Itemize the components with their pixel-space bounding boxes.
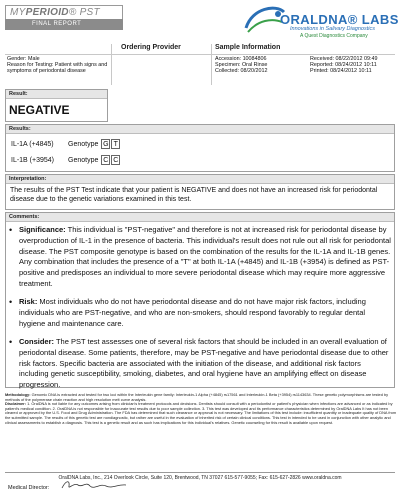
signature-icon bbox=[60, 478, 130, 492]
brand-title-perioid: PERIOID bbox=[25, 7, 69, 18]
patient-info bbox=[7, 56, 115, 75]
comments-section bbox=[5, 212, 395, 388]
comment-text: This individual is "PST-negative" and therefore is not at increased risk for periodontal disease by overproduction of IL-1 in the presence of bacteria. This individual's result does not rule out all risk for periodontal disease. The PST composite genotype is based on the combination of the results for the IL-1A and IL-1B genes. Any combination that includes the presence of a "T" at both IL-1A (+4845) and IL-1B (+3954) is defined as PST-positive and predisposes an individual to more severe periodontal disease which may require more aggressive treatment. bbox=[19, 225, 391, 288]
comment-lead: Consider: bbox=[19, 337, 55, 346]
provider-info bbox=[115, 44, 210, 56]
logo-name: ORALDNA® LABS bbox=[280, 12, 399, 27]
info-block bbox=[5, 44, 395, 85]
received-date: Received: 08/22/2012 09:49 bbox=[310, 56, 378, 62]
fine-print bbox=[5, 393, 397, 425]
genotype-label: Genotype bbox=[68, 141, 99, 148]
collected-date: Collected: 08/20/2012 bbox=[215, 68, 268, 75]
gene-row-il1b bbox=[11, 155, 120, 166]
disclaimer: Disclaimer: 1. OralDNA is not liable for any outcomes arising from clinician's treatment protocols and decisions. Dentists should consult with a periodontist or patient's physician when infections are advanced or as indicated by patient's medical condition. 2. OralDNA is not responsible for inaccurate test results due to poor sample collection. 3. This test was developed and its performance characteristics determined by OralDNA Labs It has not been cleared or approved by the U.S. Food and Drug Administration. The FDA has determined that such clearance or approval is not necessary. The limitations of this test include: insufficient quantity or inadequate quality of DNA from the submitted sample. The results of this genetic test are nondiagnostic, but rather are useful in the evaluation of inherited risk of certain clinical conditions. This test in intended to be used in conjunction with other analytic and clinical assessments to establish a diagnosis. This test is a genetic result and as such has implications for this individual's relatives. Genetic counseling for this result is available upon request. bbox=[5, 401, 397, 425]
comment-consider bbox=[9, 337, 391, 391]
logo-parent: A Quest Diagnostics Company bbox=[300, 33, 368, 39]
result-header: Result: bbox=[6, 90, 107, 99]
results-header: Results: bbox=[6, 125, 394, 134]
printed-date: Printed: 08/24/2012 10:11 bbox=[310, 68, 372, 75]
oraldna-logo bbox=[242, 2, 399, 42]
comment-lead: Significance: bbox=[19, 225, 66, 234]
gene-name: IL-1A (+4845) bbox=[11, 141, 54, 148]
comment-text: The PST test assesses one of several risk factors that should be included in an overall evaluation of periodontal disease. Some patients, therefore, may be PST-negative and have periodontal disease due to other risk factors. Specific bacteria are associated with the initiation of the disease, and additional risk factors including genetic susceptibility, smoking, diabetes, and oral hygiene have an amplifying effect on disease progression. bbox=[19, 337, 389, 390]
ordering-provider-header: Ordering Provider bbox=[121, 44, 181, 51]
sample-info-header: Sample Information bbox=[215, 44, 281, 51]
footer-divider bbox=[5, 472, 395, 473]
brand-title-pst: ® PST bbox=[68, 7, 100, 18]
bullet-icon: • bbox=[9, 225, 13, 235]
logo-tagline: Innovations in Salivary Diagnostics bbox=[290, 26, 375, 32]
interpretation-header: Interpretation: bbox=[6, 175, 394, 184]
methodology: Methodology: Genomic DNA is extracted and tested for two loci within the Interleukin gene family: Interleukin-1 Alpha (+4845) rs17561 and Interleukin-1 Beta (+3954) rs1143634. These genetic polymorphisms are tested by methods of the polymerase chain reaction and high resolution melt curve analysis. bbox=[5, 392, 389, 402]
bullet-icon: • bbox=[9, 297, 13, 307]
comment-text: Most individuals who do not have periodontal disease and do not have major risk factors, including individuals who are PST-negative, and who are non-smokers, should respond favorably to regular dental hygiene and maintenance care. bbox=[19, 297, 366, 328]
gene-row-il1a bbox=[11, 139, 120, 150]
comments-header: Comments: bbox=[6, 213, 394, 222]
final-report-label: FINAL REPORT bbox=[5, 19, 123, 30]
results-section bbox=[5, 124, 395, 172]
sample-dates bbox=[310, 56, 400, 75]
result-section bbox=[5, 89, 108, 122]
comment-lead: Risk: bbox=[19, 297, 38, 306]
report-brand bbox=[5, 5, 123, 30]
comment-significance bbox=[9, 225, 391, 290]
medical-director-label: Medical Director: bbox=[8, 485, 50, 491]
genotype-label: Genotype bbox=[68, 157, 99, 164]
bullet-icon: • bbox=[9, 337, 13, 347]
gene-name: IL-1B (+3954) bbox=[11, 157, 54, 164]
reported-date: Reported: 08/24/2012 10:11 bbox=[310, 62, 377, 69]
interpretation-text: The results of the PST Test indicate that your patient is NEGATIVE and does not have an increased risk for periodontal disease due to the genetic variations examined in this test. bbox=[10, 187, 378, 203]
sample-info bbox=[215, 44, 305, 75]
allele-2: T bbox=[111, 139, 120, 149]
accession: Accession: 10084806 bbox=[215, 56, 267, 62]
footer-address: OralDNA Labs, Inc., 214 Overlook Circle, Suite 120, Brentwood, TN 37027 615-577-9055; Fax: 615-627-2826 www.oraldna.com bbox=[58, 475, 342, 481]
specimen: Specimen: Oral Rinse bbox=[215, 62, 268, 69]
patient-gender: Gender: Male bbox=[7, 56, 40, 62]
brand-title-my: MY bbox=[10, 7, 26, 18]
result-value: NEGATIVE bbox=[9, 103, 70, 117]
interpretation-section bbox=[5, 174, 395, 210]
comment-risk bbox=[9, 297, 391, 329]
allele-1: C bbox=[103, 157, 109, 164]
report-title bbox=[5, 5, 123, 19]
allele-2: C bbox=[113, 157, 119, 164]
reason-for-testing: Reason for Testing: Patient with signs and symptoms of periodontal disease bbox=[7, 62, 108, 75]
allele-1: G bbox=[103, 141, 109, 148]
